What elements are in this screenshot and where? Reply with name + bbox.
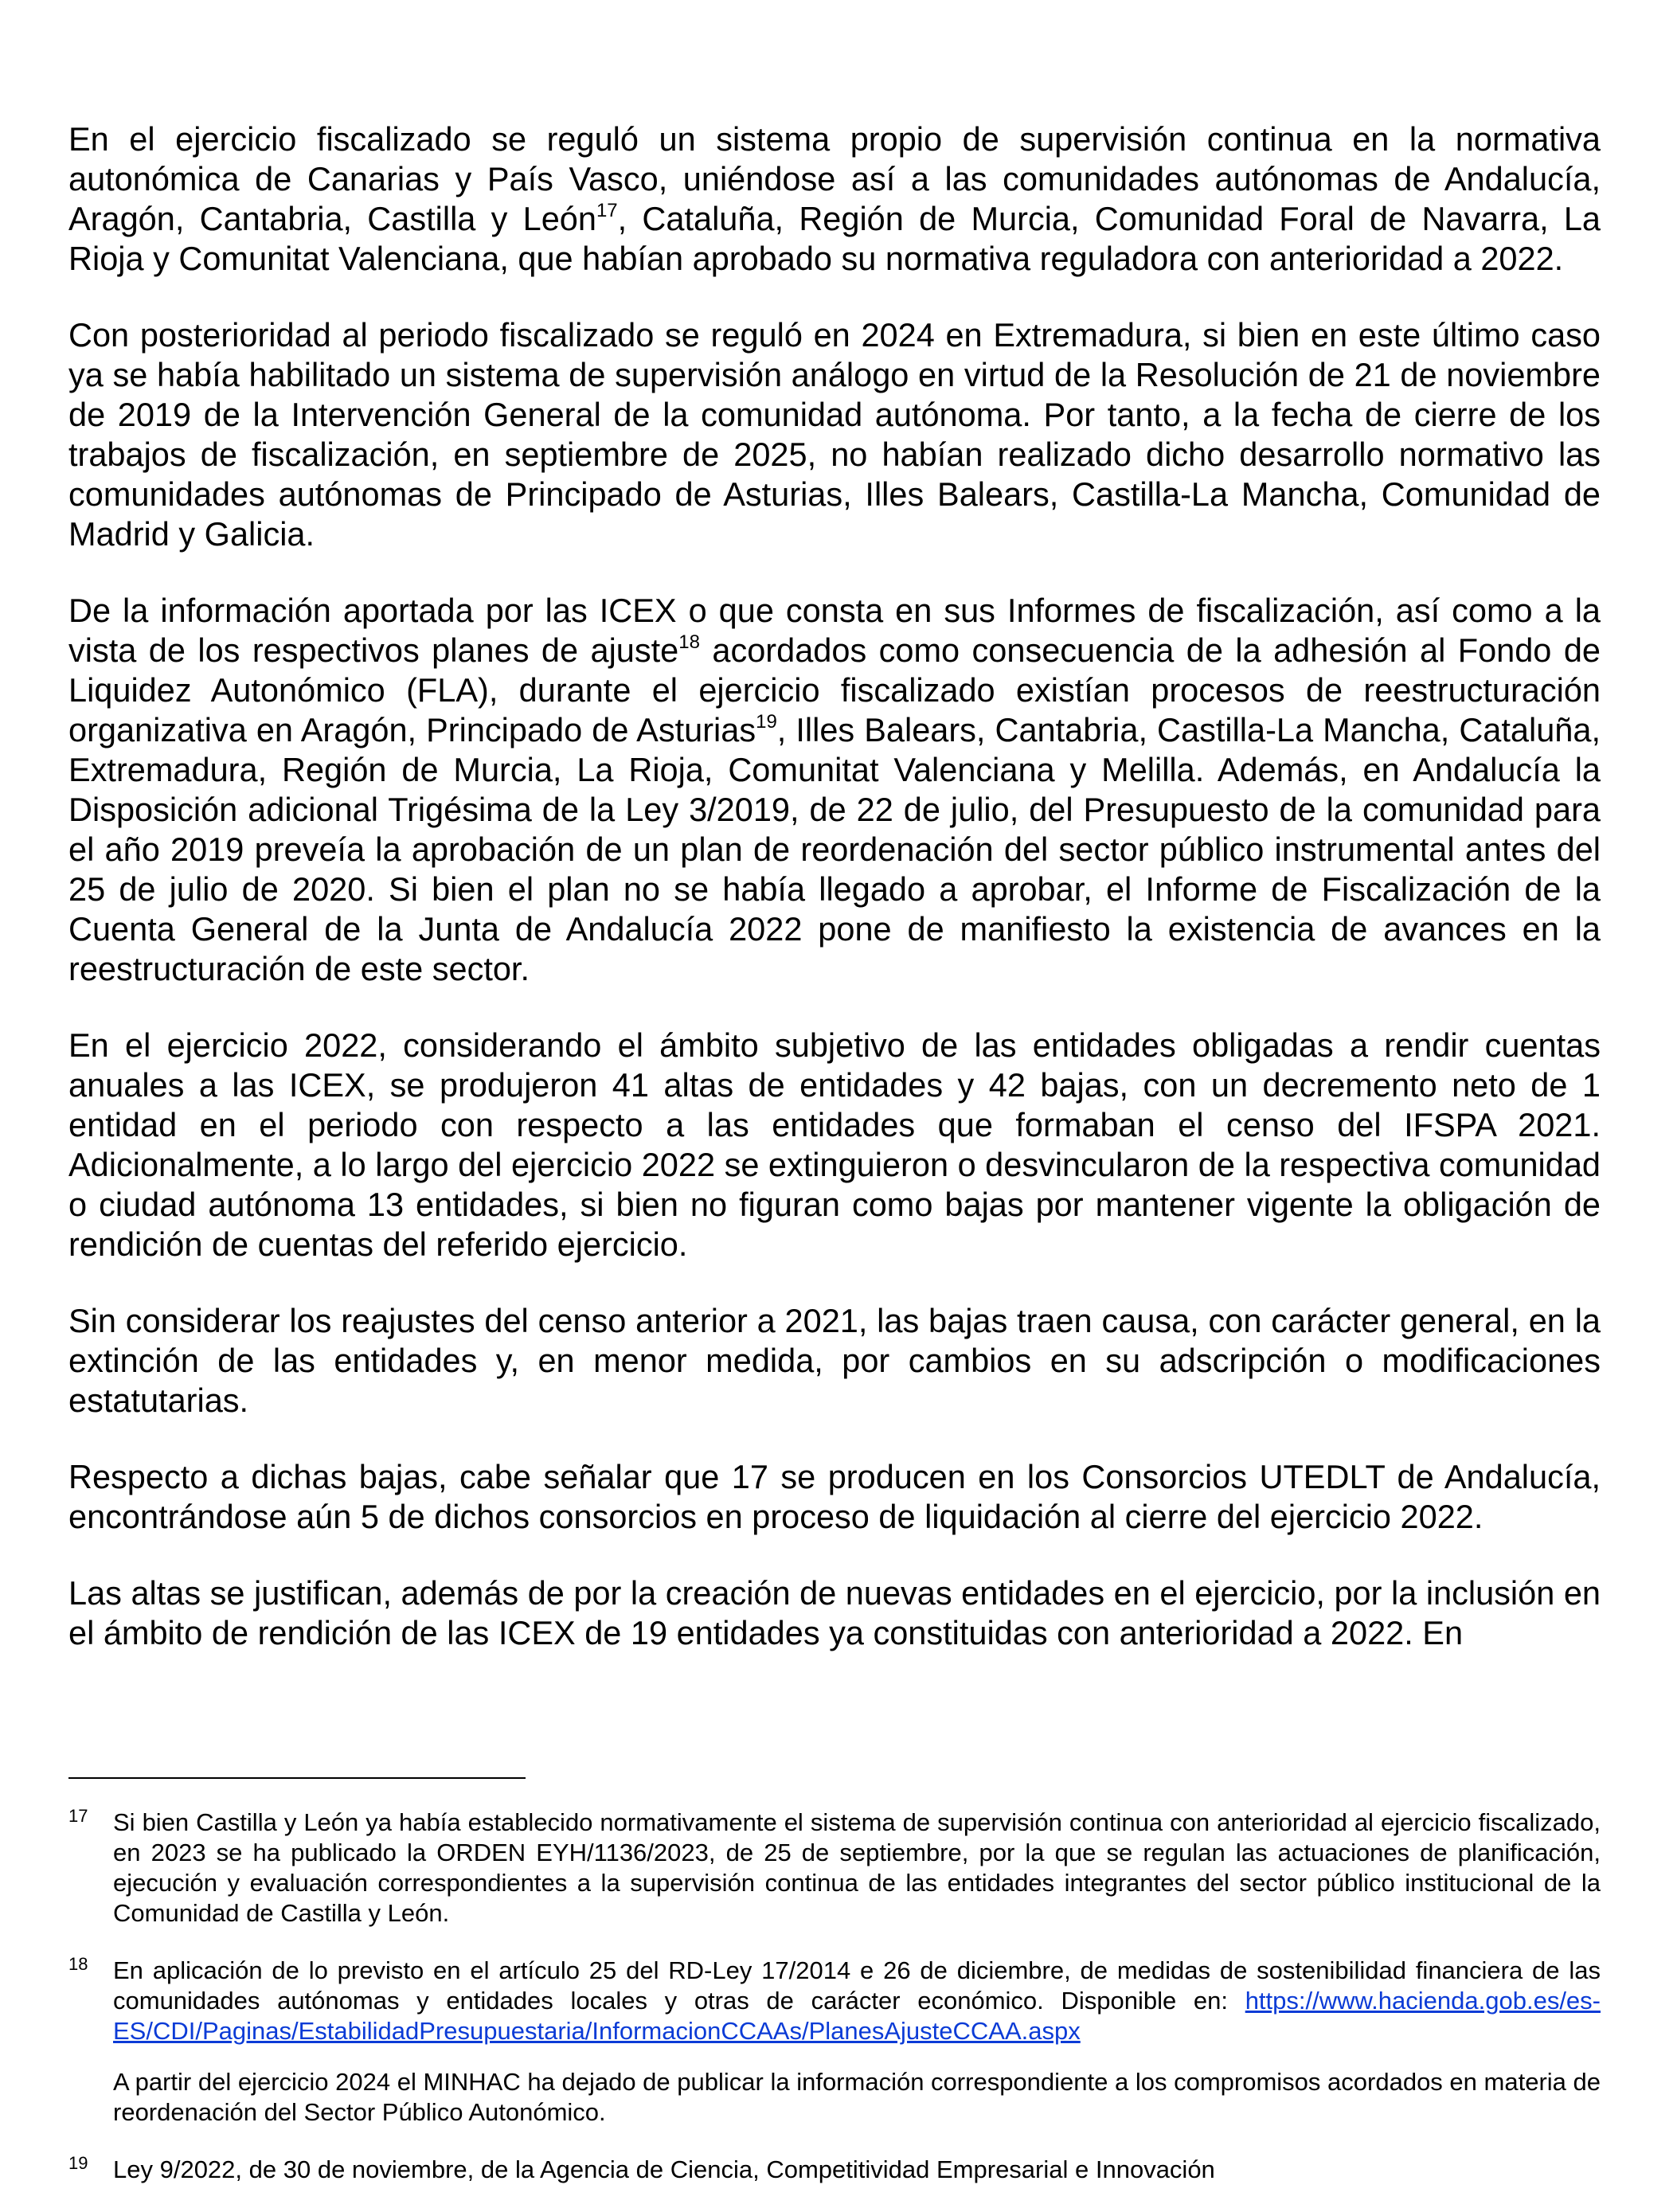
paragraph-posterioridad: Con posterioridad al periodo fiscalizado se reguló en 2024 en Extremadura, si bien en este último caso ya se había habilitado un sistema de supervisión análogo en virtud de la Resolución de 21 de noviembre de 2019 de la Intervención General de la comunidad autónoma. Por tanto, a la fecha de cierre de los trabajos de fiscalización, en septiembre de 2025, no habían realizado dicho desarrollo normativo las comunidades autónomas de Principado de Asturias, Illes Balears, Castilla-La Mancha, Comunidad de Madrid y Galicia.: [68, 316, 1601, 553]
footnote-number: 19: [68, 2153, 88, 2173]
footnote-17: [68, 1808, 1601, 1929]
footnote-separator: [68, 1777, 526, 1779]
document-body: [68, 119, 1601, 1690]
footnote-ref-18[interactable]: 18: [678, 631, 700, 654]
paragraph-consorcios-utedlt: Respecto a dichas bajas, cabe señalar que 17 se producen en los Consorcios UTEDLT de Andalucía, encontrándose aún 5 de dichos consorcios en proceso de liquidación al cierre del ejercicio 2022.: [68, 1458, 1601, 1535]
footnotes-section: [68, 1777, 1601, 2212]
paragraph-altas-bajas: En el ejercicio 2022, considerando el ámbito subjetivo de las entidades obligadas a rendir cuentas anuales a las ICEX, se produjeron 41 altas de entidades y 42 bajas, con un decremento neto de 1 entidad en el periodo con respecto a las entidades que formaban el censo del IFSPA 2021. Adicionalmente, a lo largo del ejercicio 2022 se extinguieron o desvincularon de la respectiva comunidad o ciudad autónoma 13 entidades, si bien no figuran como bajas por mantener vigente la obligación de rendición de cuentas del referido ejercicio.: [68, 1026, 1601, 1263]
footnote-ref-19[interactable]: 19: [756, 711, 777, 733]
footnote-text: Ley 9/2022, de 30 de noviembre, de la Agencia de Ciencia, Competitividad Empresarial e Innovación: [113, 2155, 1215, 2183]
footnote-text: Si bien Castilla y León ya había establecido normativamente el sistema de supervisión continua con anterioridad al ejercicio fiscalizado, en 2023 se ha publicado la ORDEN EYH/1136/2023, de 25 de septiembre, por la que se regulan las actuaciones de planificación, ejecución y evaluación correspondientes a la supervisión continua de las entidades integrantes del sector público institucional de la Comunidad de Castilla y León.: [113, 1808, 1601, 1927]
paragraph-reestructuracion: [68, 591, 1601, 989]
paragraph-reajustes-censo: Sin considerar los reajustes del censo anterior a 2021, las bajas traen causa, con carácter general, en la extinción de las entidades y, en menor medida, por cambios en su adscripción o modificaciones estatutarias.: [68, 1302, 1601, 1419]
footnote-number: 17: [68, 1806, 88, 1826]
paragraph-text: acordados como consecuencia de la adhesión al Fondo de Liquidez Autonómico (FLA), durante el ejercicio fiscalizado existían procesos de reestructuración organizativa en Aragón, Principado de Asturias: [68, 631, 1601, 748]
footnote-18: [68, 1956, 1601, 2046]
paragraph-text: En el ejercicio fiscalizado se reguló un sistema propio de supervisión continua en la normativa autonómica de Canarias y País Vasco, uniéndose así a las comunidades autónomas de Andalucía, Aragón, Cantabria, Castilla y León: [68, 120, 1601, 237]
footnote-number: 18: [68, 1954, 88, 1974]
paragraph-altas-justificacion: Las altas se justifican, además de por la creación de nuevas entidades en el ejercicio, por la inclusión en el ámbito de rendición de las ICEX de 19 entidades ya constituidas con anterioridad a 2022. En: [68, 1574, 1601, 1651]
footnote-link[interactable]: https://www.hacienda.gob.es/es-ES/CDI/Paginas/EstabilidadPresupuestaria/InformacionCCAAs/PlanesAjusteCCAA.aspx: [113, 1987, 1601, 2045]
paragraph-supervision-continua: [68, 119, 1601, 279]
paragraph-text: De la información aportada por las ICEX o que consta en sus Informes de fiscalización, así como a la vista de los respectivos planes de ajuste: [68, 592, 1601, 669]
footnote-text: En aplicación de lo previsto en el artículo 25 del RD-Ley 17/2014 e 26 de diciembre, de medidas de sostenibilidad financiera de las comunidades autónomas y entidades locales y otras de carácter económico. Disponible en:: [113, 1956, 1601, 2015]
footnote-ref-17[interactable]: 17: [596, 200, 618, 222]
footnote-19: [68, 2155, 1601, 2185]
paragraph-text: , Cataluña, Región de Murcia, Comunidad Foral de Navarra, La Rioja y Comunitat Valenciana, que habían aprobado su normativa reguladora con anterioridad a 2022.: [68, 200, 1601, 277]
paragraph-text: , Illes Balears, Cantabria, Castilla-La Mancha, Cataluña, Extremadura, Región de Murcia, La Rioja, Comunitat Valenciana y Melilla. Además, en Andalucía la Disposición adicional Trigésima de la Ley 3/2019, de 22 de julio, del Presupuesto de la comunidad para el año 2019 preveía la aprobación de un plan de reordenación del sector público instrumental antes del 25 de julio de 2020. Si bien el plan no se había llegado a aprobar, el Informe de Fiscalización de la Cuenta General de la Junta de Andalucía 2022 pone de manifiesto la existencia de avances en la reestructuración de este sector.: [68, 711, 1601, 987]
footnote-18-continuation: A partir del ejercicio 2024 el MINHAC ha dejado de publicar la información correspondiente a los compromisos acordados en materia de reordenación del Sector Público Autonómico.: [113, 2068, 1601, 2126]
